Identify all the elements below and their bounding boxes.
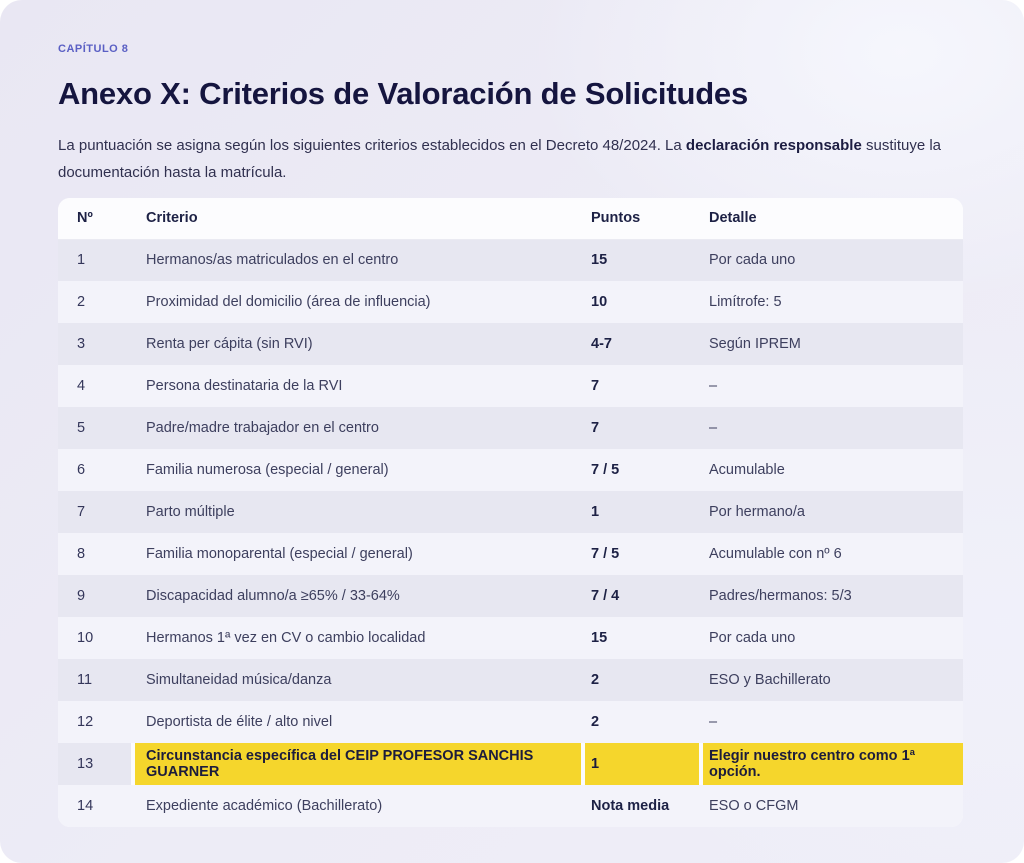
cell-puntos: 1 (581, 743, 699, 785)
table-header (58, 198, 963, 239)
intro-text-after: sustituye la documentación hasta la matrícula. (58, 137, 942, 181)
cell-puntos: 7 (581, 365, 699, 407)
cell-criterio: Deportista de élite / alto nivel (131, 701, 581, 743)
cell-criterio: Parto múltiple (131, 491, 581, 533)
cell-criterio: Simultaneidad música/danza (131, 659, 581, 701)
table-row (58, 575, 963, 617)
cell-criterio: Proximidad del domicilio (área de influencia) (131, 281, 581, 323)
header-puntos: Puntos (581, 198, 699, 239)
table-row (58, 785, 963, 827)
criteria-table (58, 198, 963, 827)
cell-n: 2 (58, 281, 131, 323)
cell-n: 8 (58, 533, 131, 575)
cell-detalle: Por cada uno (699, 617, 963, 659)
cell-n: 4 (58, 365, 131, 407)
cell-detalle: ESO y Bachillerato (699, 659, 963, 701)
table-row (58, 323, 963, 365)
table-row (58, 365, 963, 407)
cell-criterio: Hermanos 1ª vez en CV o cambio localidad (131, 617, 581, 659)
cell-detalle: Según IPREM (699, 323, 963, 365)
cell-n: 7 (58, 491, 131, 533)
cell-detalle: – (699, 701, 963, 743)
chapter-eyebrow: CAPÍTULO 8 (58, 43, 129, 55)
cell-puntos: 15 (581, 239, 699, 281)
header-detalle: Detalle (699, 198, 963, 239)
cell-criterio: Expediente académico (Bachillerato) (131, 785, 581, 827)
cell-n: 9 (58, 575, 131, 617)
cell-puntos: 2 (581, 701, 699, 743)
cell-puntos: 2 (581, 659, 699, 701)
table-row (58, 659, 963, 701)
cell-n: 12 (58, 701, 131, 743)
table-row (58, 617, 963, 659)
table-row (58, 533, 963, 575)
cell-puntos: Nota media (581, 785, 699, 827)
cell-n: 10 (58, 617, 131, 659)
cell-n: 13 (58, 743, 131, 785)
cell-criterio: Renta per cápita (sin RVI) (131, 323, 581, 365)
page-title: Anexo X: Criterios de Valoración de Solicitudes (58, 76, 749, 111)
cell-criterio: Hermanos/as matriculados en el centro (131, 239, 581, 281)
cell-criterio: Padre/madre trabajador en el centro (131, 407, 581, 449)
cell-n: 14 (58, 785, 131, 827)
cell-puntos: 7 / 5 (581, 449, 699, 491)
cell-detalle: Acumulable (699, 449, 963, 491)
cell-n: 11 (58, 659, 131, 701)
cell-criterio: Persona destinataria de la RVI (131, 365, 581, 407)
table-header-row (58, 198, 963, 239)
intro-text-bold: declaración responsable (685, 137, 862, 154)
table-row (58, 239, 963, 281)
cell-puntos: 15 (581, 617, 699, 659)
cell-puntos: 4-7 (581, 323, 699, 365)
table-row (58, 491, 963, 533)
cell-puntos: 7 / 4 (581, 575, 699, 617)
criteria-table-card (58, 198, 963, 827)
cell-detalle: ESO o CFGM (699, 785, 963, 827)
cell-puntos: 7 (581, 407, 699, 449)
cell-criterio: Discapacidad alumno/a ≥65% / 33-64% (131, 575, 581, 617)
cell-detalle: – (699, 407, 963, 449)
cell-detalle: Por hermano/a (699, 491, 963, 533)
header-numero: Nº (58, 198, 131, 239)
cell-n: 5 (58, 407, 131, 449)
cell-detalle: Por cada uno (699, 239, 963, 281)
cell-n: 6 (58, 449, 131, 491)
cell-detalle: Elegir nuestro centro como 1ª opción. (699, 743, 963, 785)
intro-text-before: La puntuación se asigna según los siguientes criterios establecidos en el Decreto 48/2024. La (58, 137, 686, 154)
cell-puntos: 1 (581, 491, 699, 533)
cell-detalle: Padres/hermanos: 5/3 (699, 575, 963, 617)
table-row-highlighted (58, 743, 963, 785)
cell-detalle: Acumulable con nº 6 (699, 533, 963, 575)
table-row (58, 701, 963, 743)
cell-criterio: Familia numerosa (especial / general) (131, 449, 581, 491)
table-row (58, 407, 963, 449)
intro-paragraph (58, 132, 951, 186)
cell-puntos: 7 / 5 (581, 533, 699, 575)
cell-criterio: Familia monoparental (especial / general) (131, 533, 581, 575)
header-criterio: Criterio (131, 198, 581, 239)
cell-detalle: – (699, 365, 963, 407)
cell-n: 1 (58, 239, 131, 281)
table-body (58, 239, 963, 827)
cell-n: 3 (58, 323, 131, 365)
cell-detalle: Limítrofe: 5 (699, 281, 963, 323)
cell-puntos: 10 (581, 281, 699, 323)
table-row (58, 281, 963, 323)
cell-criterio: Circunstancia específica del CEIP PROFESOR SANCHIS GUARNER (131, 743, 581, 785)
table-row (58, 449, 963, 491)
